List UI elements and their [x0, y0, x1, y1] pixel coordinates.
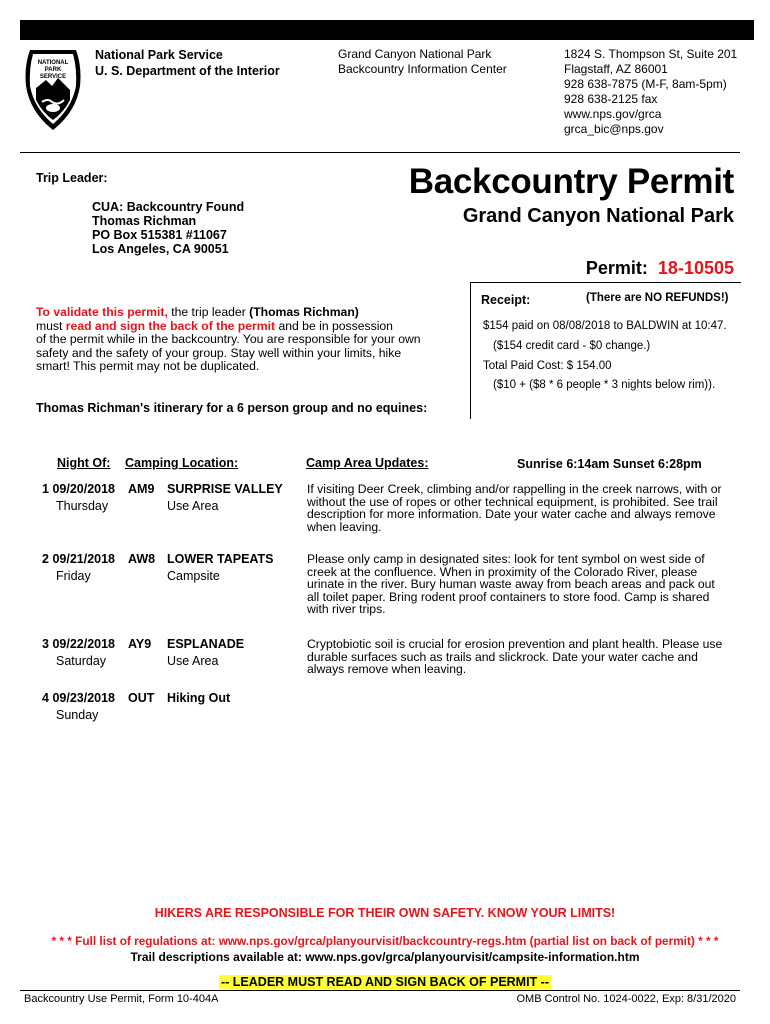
fax-line: 928 638-2125 fax — [564, 92, 658, 106]
receipt-box — [470, 282, 741, 419]
leader-po-box: PO Box 515381 #11067 — [92, 228, 227, 242]
note-line: description for more information. Date your water cache and always remove — [307, 507, 716, 522]
safety-warning: HIKERS ARE RESPONSIBLE FOR THEIR OWN SAFETY. KNOW YOUR LIMITS! — [154, 906, 616, 920]
itinerary-row — [42, 481, 115, 498]
nps-arrowhead-logo — [22, 46, 84, 132]
receipt-payment: $154 paid on 08/08/2018 to BALDWIN at 10:47. — [483, 320, 727, 332]
leader-name: Thomas Richman — [92, 214, 197, 228]
note-line: Please only camp in designated sites: look for tent symbol on west side of — [307, 552, 705, 566]
night-day: Thursday — [56, 499, 109, 513]
validate-sign-instruction: read and sign the back of the permit — [65, 318, 276, 333]
leader-notice: -- LEADER MUST READ AND SIGN BACK OF PERMIT -- — [221, 975, 549, 989]
receipt-method: ($154 credit card - $0 change.) — [493, 340, 651, 352]
night-number: 3 — [42, 637, 49, 651]
validate-lead: To validate this permit, — [36, 305, 168, 319]
address-line: 1824 S. Thompson St, Suite 201 — [564, 47, 738, 61]
address-line: Flagstaff, AZ 86001 — [564, 62, 668, 76]
leader-org: CUA: Backcountry Found — [92, 200, 245, 214]
itinerary-row — [42, 636, 115, 653]
contact-block — [564, 47, 737, 137]
receipt-total: Total Paid Cost: $ 154.00 — [483, 360, 612, 372]
site-name: ESPLANADE — [167, 637, 245, 651]
trail-descriptions-link[interactable]: Trail descriptions available at: www.nps.gov/grca/planyourvisit/campsite-information.htm — [130, 950, 640, 964]
receipt-label: Receipt: — [481, 293, 531, 307]
validate-paragraph — [36, 306, 456, 374]
validate-leader: (Thomas Richman) — [249, 305, 359, 319]
camp-area-note — [307, 483, 747, 533]
validate-must: must — [36, 318, 66, 333]
logo-text-line: NATIONAL — [37, 60, 69, 66]
logo-text-line: PARK — [44, 67, 62, 73]
trip-leader-label: Trip Leader: — [36, 171, 108, 185]
agency-block — [95, 47, 280, 79]
website-link[interactable]: www.nps.gov/grca — [564, 107, 662, 121]
night-date: 09/20/2018 — [52, 482, 115, 496]
night-date: 09/21/2018 — [52, 552, 115, 566]
itinerary-heading: Thomas Richman's itinerary for a 6 person group and no equines: — [36, 401, 428, 415]
validate-line: safety and the safety of your group. Stay well within your limits, hike — [36, 345, 402, 360]
validate-text: and be in possession — [275, 318, 393, 333]
regulations-link[interactable]: * * * Full list of regulations at: www.nps.gov/grca/planyourvisit/backcountry-regs.htm (partial list on back of permit) * * * — [51, 934, 719, 948]
site-name: SURPRISE VALLEY — [167, 482, 283, 496]
agency-name: National Park Service — [95, 48, 223, 62]
phone-line: 928 638-7875 (M-F, 8am-5pm) — [564, 77, 727, 91]
note-line: when leaving. — [307, 519, 382, 534]
note-line: all toilet paper. Bring rodent proof containers to store food. Camp is shared — [307, 589, 710, 604]
permit-label: Permit: — [585, 258, 648, 278]
note-line: without the use of ropes or other technical equipment, is prohibited. See trail — [307, 494, 718, 509]
leader-address — [92, 200, 244, 256]
note-line: durable surfaces such as trails and slickrock. Date your water cache and — [307, 649, 698, 664]
center-name: Backcountry Information Center — [338, 62, 507, 76]
page-subtitle: Grand Canyon National Park — [462, 205, 734, 227]
site-code: AY9 — [128, 637, 152, 651]
night-number: 1 — [42, 482, 49, 496]
header-bar — [20, 20, 754, 40]
logo-text-line: SERVICE — [39, 74, 67, 80]
night-date: 09/22/2018 — [52, 637, 115, 651]
camp-area-note — [307, 553, 747, 616]
camp-area-note — [307, 638, 747, 676]
night-day: Sunday — [56, 708, 99, 722]
validate-text: the trip leader — [167, 305, 250, 319]
night-day: Friday — [56, 569, 91, 583]
validate-line: smart! This permit may not be duplicated. — [36, 359, 260, 374]
no-refunds-notice: (There are NO REFUNDS!) — [586, 292, 729, 304]
leader-notice-wrap — [0, 973, 770, 991]
permit-number: 18-10505 — [657, 258, 734, 278]
night-day: Saturday — [56, 654, 107, 668]
note-line: with river trips. — [307, 602, 386, 617]
site-type: Campsite — [167, 569, 220, 583]
note-line: If visiting Deer Creek, climbing and/or rappelling in the creek narrows, with or — [307, 482, 722, 496]
note-line: creek at the confluence. When in proximity of the Colorado River, please — [307, 564, 698, 579]
header-divider — [20, 152, 740, 153]
park-center-block — [338, 47, 507, 77]
form-number: Backcountry Use Permit, Form 10-404A — [24, 993, 219, 1005]
sunrise-sunset: Sunrise 6:14am Sunset 6:28pm — [517, 457, 702, 471]
itinerary-row — [42, 690, 115, 707]
column-updates: Camp Area Updates: — [306, 456, 429, 470]
night-number: 4 — [42, 691, 49, 705]
site-type: Use Area — [167, 654, 219, 668]
site-code: AM9 — [128, 482, 155, 496]
note-line: always remove when leaving. — [307, 662, 467, 677]
note-line: Cryptobiotic soil is crucial for erosion prevention and plant health. Please use — [307, 637, 723, 651]
night-number: 2 — [42, 552, 49, 566]
note-line: urinate in the river. Bury human waste away from beach areas and pack out — [307, 577, 715, 592]
site-name: LOWER TAPEATS — [167, 552, 274, 566]
itinerary-row — [42, 551, 115, 568]
site-name: Hiking Out — [167, 691, 231, 705]
department-name: U. S. Department of the Interior — [95, 64, 280, 78]
site-type: Use Area — [167, 499, 219, 513]
page-title: Backcountry Permit — [408, 162, 734, 201]
column-night: Night Of: — [57, 456, 111, 470]
receipt-breakdown: ($10 + ($8 * 6 people * 3 nights below rim)). — [493, 379, 716, 391]
site-code: OUT — [128, 691, 155, 705]
omb-control: OMB Control No. 1024-0022, Exp: 8/31/2020 — [516, 993, 736, 1005]
site-code: AW8 — [128, 552, 156, 566]
permit-number-row — [586, 258, 734, 279]
footer-divider — [20, 990, 740, 991]
park-name: Grand Canyon National Park — [338, 47, 492, 61]
email-link[interactable]: grca_bic@nps.gov — [564, 122, 664, 136]
column-location: Camping Location: — [125, 456, 239, 470]
leader-city: Los Angeles, CA 90051 — [92, 242, 229, 256]
validate-line: of the permit while in the backcountry. You are responsible for your own — [36, 332, 421, 347]
night-date: 09/23/2018 — [52, 691, 115, 705]
